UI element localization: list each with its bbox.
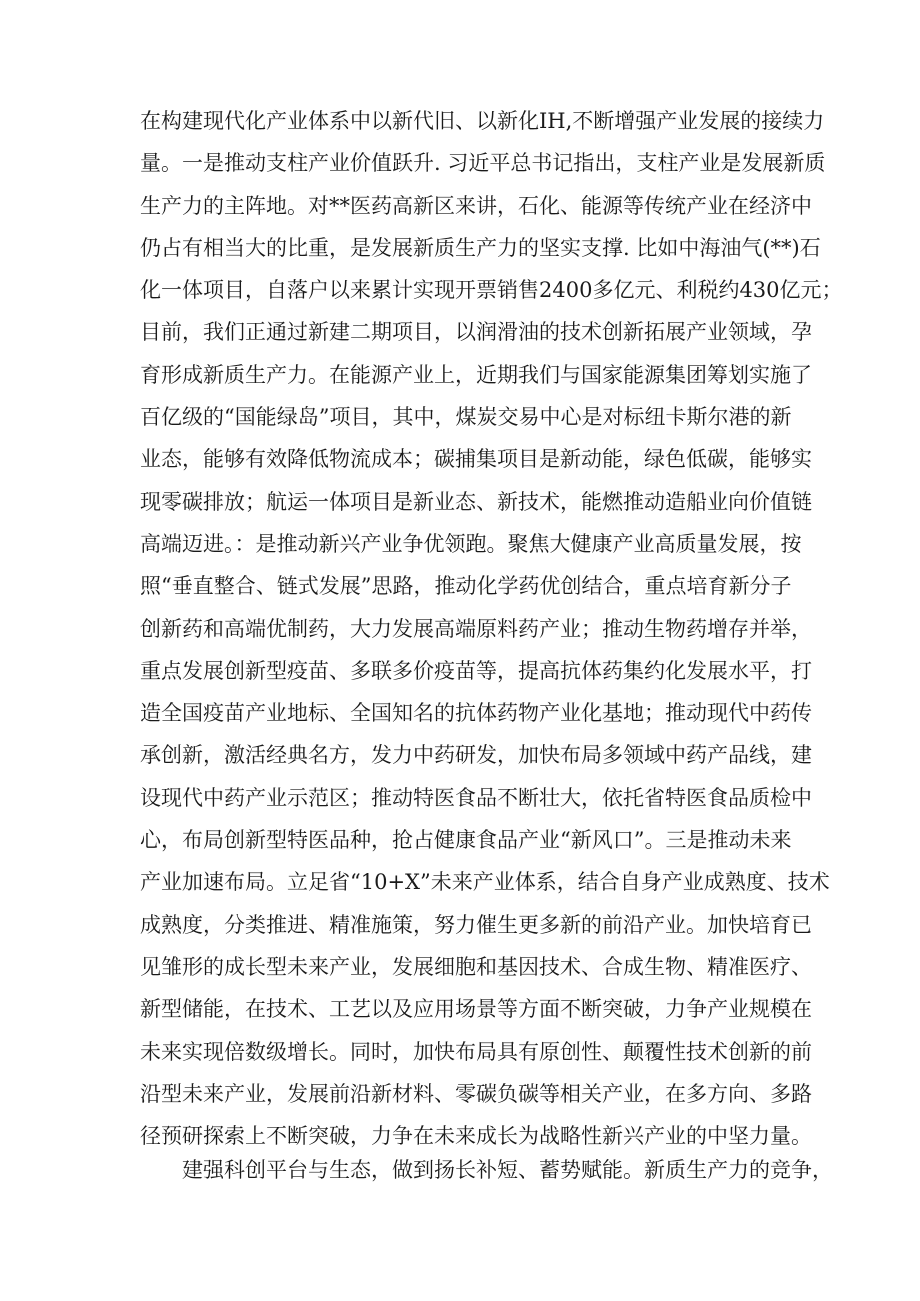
paragraph-industry-system xyxy=(140,100,843,1157)
text-line: 成熟度，分类推进、精准施策，努力催生更多新的前沿产业。加快培育已 xyxy=(140,912,812,937)
text-line: 化一体项目，自落户以来累计实现开票销售2400多亿元、利税约430亿元； xyxy=(140,278,843,303)
text-line: 见雏形的成长型未来产业，发展细胞和基因技术、合成生物、精准医疗、 xyxy=(140,954,812,979)
text-line: 造全国疫苗产业地标、全国知名的抗体药物产业化基地；推动现代中药传 xyxy=(140,701,812,726)
text-line: 心，布局创新型特医品种，抢占健康食品产业“新风口”。三是推动未来 xyxy=(140,828,792,853)
text-line: 育形成新质生产力。在能源产业上，近期我们与国家能源集团筹划实施了 xyxy=(140,362,812,387)
text-line: 目前，我们正通过新建二期项目，以润滑油的技术创新拓展产业领域，孕 xyxy=(140,320,812,345)
text-line: 量。一是推动支柱产业价值跃升. 习近平总书记指出，支柱产业是发展新质 xyxy=(140,151,826,176)
text-line: 沿型未来产业，发展前沿新材料、零碳负碳等相关产业，在多方向、多路 xyxy=(140,1081,812,1106)
text-line: 生产力的主阵地。对**医药高新区来讲，石化、能源等传统产业在经济中 xyxy=(140,193,812,218)
text-line: 未来实现倍数级增长。同时，加快布局具有原创性、颠覆性技术创新的前 xyxy=(140,1039,812,1064)
text-line: 仍占有相当大的比重，是发展新质生产力的坚实支撑. 比如中海油气(**)石 xyxy=(140,235,821,260)
text-line: 在构建现代化产业体系中以新代旧、以新化IH,不断增强产业发展的接续力 xyxy=(140,109,825,133)
text-line: 新型储能，在技术、工艺以及应用场景等方面不断突破，力争产业规模在 xyxy=(140,997,812,1022)
text-line: 业态，能够有效降低物流成本；碳捕集项目是新动能，绿色低碳，能够实 xyxy=(140,447,812,472)
text-line: 高端迈进。：是推动新兴产业争优领跑。聚焦大健康产业高质量发展，按 xyxy=(140,531,802,556)
text-line: 重点发展创新型疫苗、多联多价疫苗等，提高抗体药集约化发展水平，打 xyxy=(140,658,812,683)
text-line: 产业加速布局。立足省“10+X”未来产业体系，结合自身产业成熟度、技术 xyxy=(140,870,830,895)
text-line: 建强科创平台与生态，做到扬长补短、蓄势赋能。新质生产力的竞争， xyxy=(182,1158,833,1182)
text-line: 创新药和高端优制药，大力发展高端原料药产业；推动生物药增存并举， xyxy=(140,616,812,641)
text-line: 承创新，激活经典名方，发力中药研发，加快布局多领域中药产品线，建 xyxy=(140,743,812,768)
text-line: 照“垂直整合、链式发展”思路，推动化学药优创结合，重点培育新分子 xyxy=(140,574,792,599)
text-line: 百亿级的“国能绿岛”项目，其中，煤炭交易中心是对标纽卡斯尔港的新 xyxy=(140,405,792,430)
paragraph-innovation-platform xyxy=(140,1149,833,1191)
text-line: 径预研探索上不断突破，力争在未来成长为战略性新兴产业的中坚力量。 xyxy=(140,1124,812,1149)
text-line: 现零碳排放；航运一体项目是新业态、新技术，能燃推动造船业向价值链 xyxy=(140,489,812,514)
text-line: 设现代中药产业示范区；推动特医食品不断壮大，依托省特医食品质检中 xyxy=(140,785,812,810)
